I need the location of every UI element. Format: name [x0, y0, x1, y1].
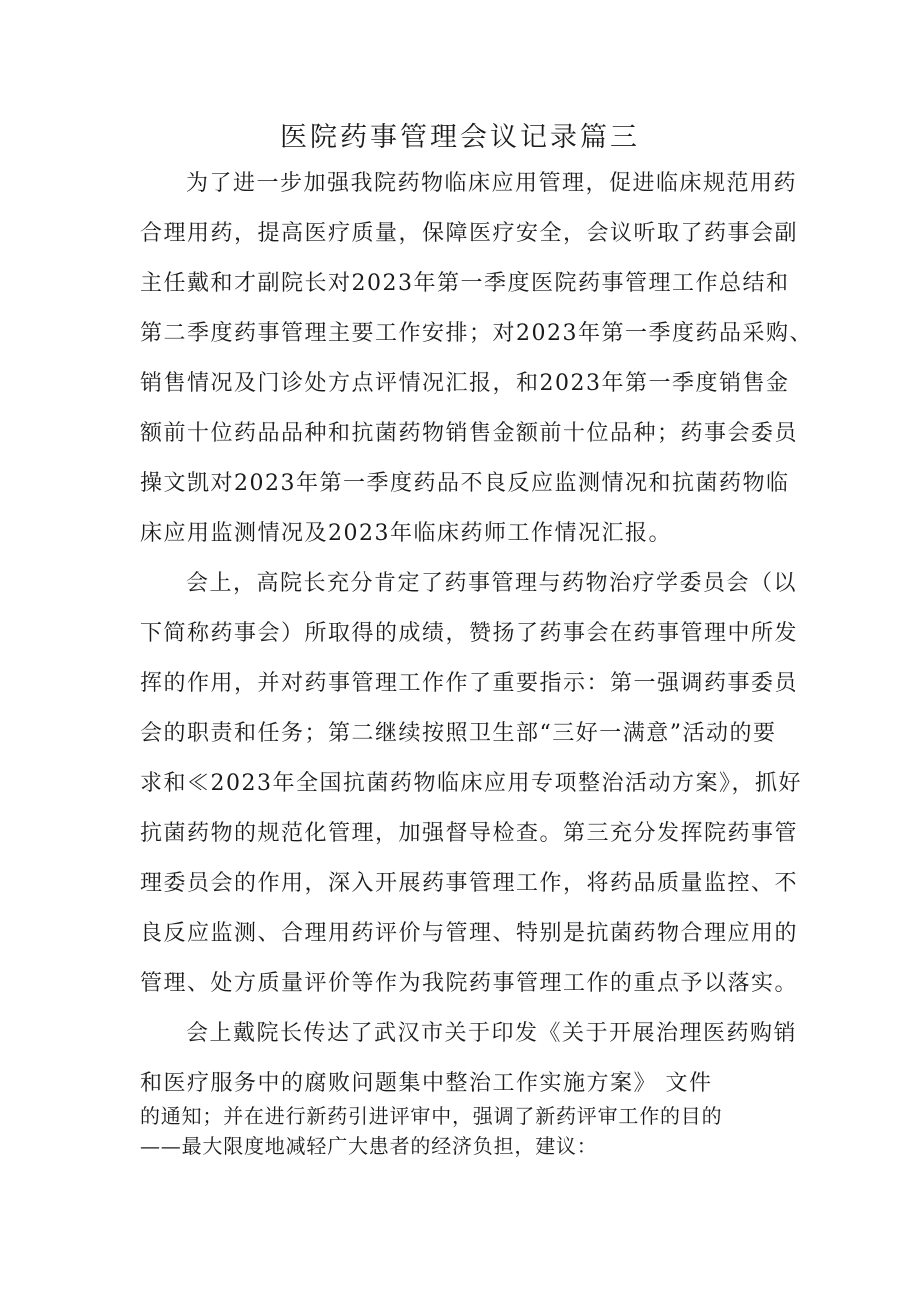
- paragraph-line: 第二季度药事管理主要工作安排；对2023年第一季度药品采购、: [140, 321, 813, 346]
- paragraph-line: 主任戴和才副院长对2023年第一季度医院药事管理工作总结和: [140, 271, 790, 296]
- paragraph-line: 床应用监测情况及2023年临床药师工作情况汇报。: [140, 521, 672, 546]
- paragraph-line: ——最大限度地减轻广大患者的经济负担，建议：: [140, 1134, 598, 1158]
- paragraph-line: 为了进一步加强我院药物临床应用管理，促进临床规范用药: [186, 171, 798, 196]
- paragraph-line: 会上戴院长传达了武汉市关于印发《关于开展治理医药购销: [186, 1021, 798, 1046]
- paragraph-line: 会上，高院长充分肯定了药事管理与药物治疗学委员会（以: [186, 571, 798, 596]
- paragraph-line: 挥的作用，并对药事管理工作作了重要指示：第一强调药事委员: [140, 671, 799, 696]
- paragraph-line: 管理、处方质量评价等作为我院药事管理工作的重点予以落实。: [140, 971, 799, 996]
- paragraph-line: 求和≪2023年全国抗菌药物临床应用专项整治活动方案》，抓好: [140, 771, 802, 796]
- paragraph-line: 的通知；并在进行新药引进评审中，强调了新药评审工作的目的: [140, 1104, 723, 1128]
- paragraph-line: 操文凯对2023年第一季度药品不良反应监测情况和抗菌药物临: [140, 471, 790, 496]
- paragraph-line: 销售情况及门诊处方点评情况汇报，和2023年第一季度销售金: [140, 371, 790, 396]
- paragraph-line: 合理用药，提高医疗质量，保障医疗安全，会议听取了药事会副: [140, 221, 799, 246]
- paragraph-line: 理委员会的作用，深入开展药事管理工作，将药品质量监控、不: [140, 871, 799, 896]
- paragraph-line: 会的职责和任务；第二继续按照卫生部“三好一满意”活动的要: [140, 721, 777, 746]
- paragraph-line: 额前十位药品品种和抗菌药物销售金额前十位品种；药事会委员: [140, 421, 799, 446]
- paragraph-line: 和医疗服务中的腐败问题集中整治工作实施方案》 文件: [140, 1071, 713, 1096]
- paragraph-line: 良反应监测、合理用药评价与管理、特别是抗菌药物合理应用的: [140, 921, 799, 946]
- document-title: 医院药事管理会议记录篇三: [280, 122, 640, 153]
- paragraph-line: 抗菌药物的规范化管理，加强督导检查。第三充分发挥院药事管: [140, 821, 799, 846]
- paragraph-line: 下简称药事会）所取得的成绩，赞扬了药事会在药事管理中所发: [140, 621, 799, 646]
